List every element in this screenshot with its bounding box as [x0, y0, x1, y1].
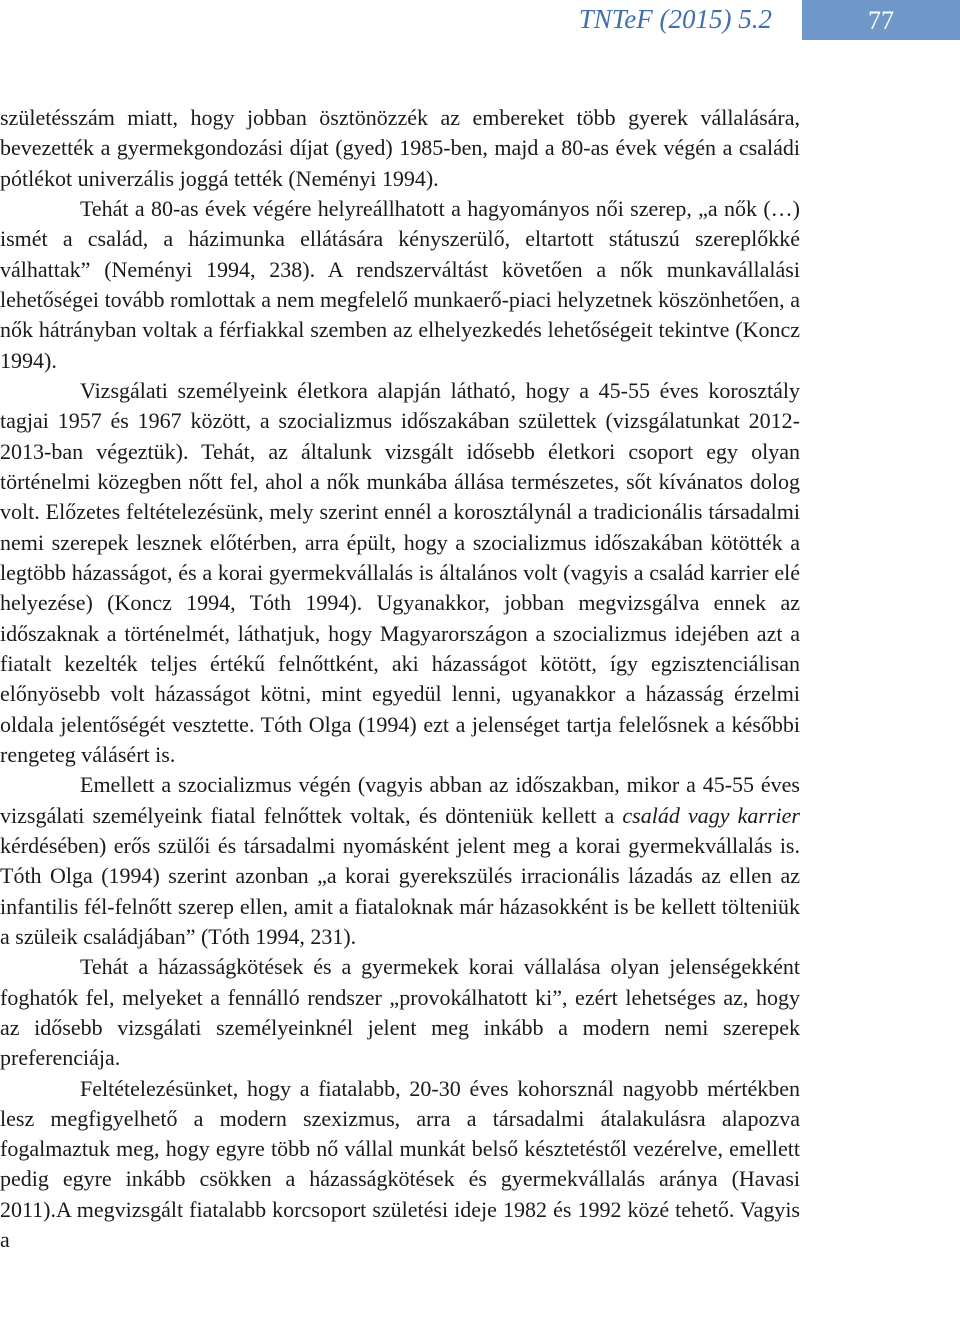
paragraph-text: Tehát a házasságkötések és a gyermekek korai vállalása olyan jelenségekként foghatók fel, melyeket a fennálló rendszer „provokálhatott ki”, ezért lehetséges az, hogy az idősebb vizsgálati személyeinknél jelent meg inkább a modern nemi szerepek preferenciája. [0, 954, 800, 1071]
paragraph [0, 952, 800, 1073]
paragraph [0, 376, 800, 770]
paragraph-text: kérdésében) erős szülői és társadalmi nyomásként jelent meg a korai gyermekvállalás is. Tóth Olga (1994) szerint azonban „a korai gyerekszülés irracionális lázadás az ellen az infantilis fél-felnőtt szerep ellen, amit a fiataloknak már házasokként is be kellett tölteniük a szüleik családjában” (Tóth 1994, 231). [0, 832, 800, 949]
article-body [0, 103, 800, 1255]
page-header [0, 0, 960, 44]
journal-reference: TNTeF (2015) 5.2 [578, 4, 772, 34]
page-number: 77 [802, 0, 960, 40]
paragraph-text: születésszám miatt, hogy jobban ösztönözzék az embereket több gyerek vállalására, bevezették a gyermekgondozási díjat (gyed) 1985-ben, majd a 80-as évek végén a családi pótlékot univerzális joggá tették (Neményi 1994). [0, 105, 800, 191]
italic-phrase: család vagy karrier [622, 802, 800, 828]
paragraph [0, 194, 800, 376]
paragraph-text: Tehát a 80-as évek végére helyreállhatott a hagyományos női szerep, „a nők (…) ismét a család, a házimunka ellátására kényszerülő, eltartott státuszú szereplőkké válhattak” (Neményi 1994, 238). A rendszerváltást követően a nők munkavállalási lehetőségei tovább romlottak a nem megfelelő munkaerő-piaci helyzetnek köszönhetően, a nők hátrányban voltak a férfiakkal szemben az elhelyezkedés lehetőségeit tekintve (Koncz 1994). [0, 195, 800, 373]
paragraph [0, 770, 800, 952]
paragraph-text: Emellett a szocializmus végén (vagyis abban az időszakban, mikor a 45-55 éves vizsgálati személyeink fiatal felnőttek voltak, és dönteniük kellett a [0, 772, 800, 828]
paragraph [0, 103, 800, 194]
paragraph-text: Feltételezésünket, hogy a fiatalabb, 20-30 éves kohorsznál nagyobb mértékben lesz megfigyelhető a modern szexizmus, arra a társadalmi átalakulásra alapozva fogalmaztuk meg, hogy egyre több nő vállal munkát belső késztetéstől vezérelve, emellett pedig egyre inkább csökken a házasságkötések és gyermekvállalás aránya (Havasi 2011).A megvizsgált fiatalabb korcsoport születési ideje 1982 és 1992 közé tehető. Vagyis a [0, 1075, 800, 1253]
paragraph-text: Vizsgálati személyeink életkora alapján látható, hogy a 45-55 éves korosztály tagjai 1957 és 1967 között, a szocializmus időszakában születtek (vizsgálatunkat 2012-2013-ban végeztük). Tehát, az általunk vizsgált idősebb életkori csoport egy olyan történelmi közegben nőtt fel, ahol a nők munkába állása természetes, sőt kívánatos dolog volt. Előzetes feltételezésünk, mely szerint ennél a korosztálynál a tradicionális társadalmi nemi szerepek lesznek előtérben, arra épült, hogy a szocializmus időszakában kötötték a legtöbb házasságot, és a korai gyermekvállalás is általános volt (vagyis a család karrier elé helyezése) (Koncz 1994, Tóth 1994). Ugyanakkor, jobban megvizsgálva ennek az időszaknak a történelmét, láthatjuk, hogy Magyarországon a szocializmus idejében azt a fiatalt kezelték teljes értékű felnőttként, aki házasságot kötött, így egzisztenciálisan előnyösebb volt házasságot kötni, mint egyedül lenni, ugyanakkor a házasság érzelmi oldala jelentőségét vesztette. Tóth Olga (1994) ezt a jelenséget tartja felelősnek a későbbi rengeteg válásért is. [0, 377, 800, 767]
paragraph [0, 1074, 800, 1256]
